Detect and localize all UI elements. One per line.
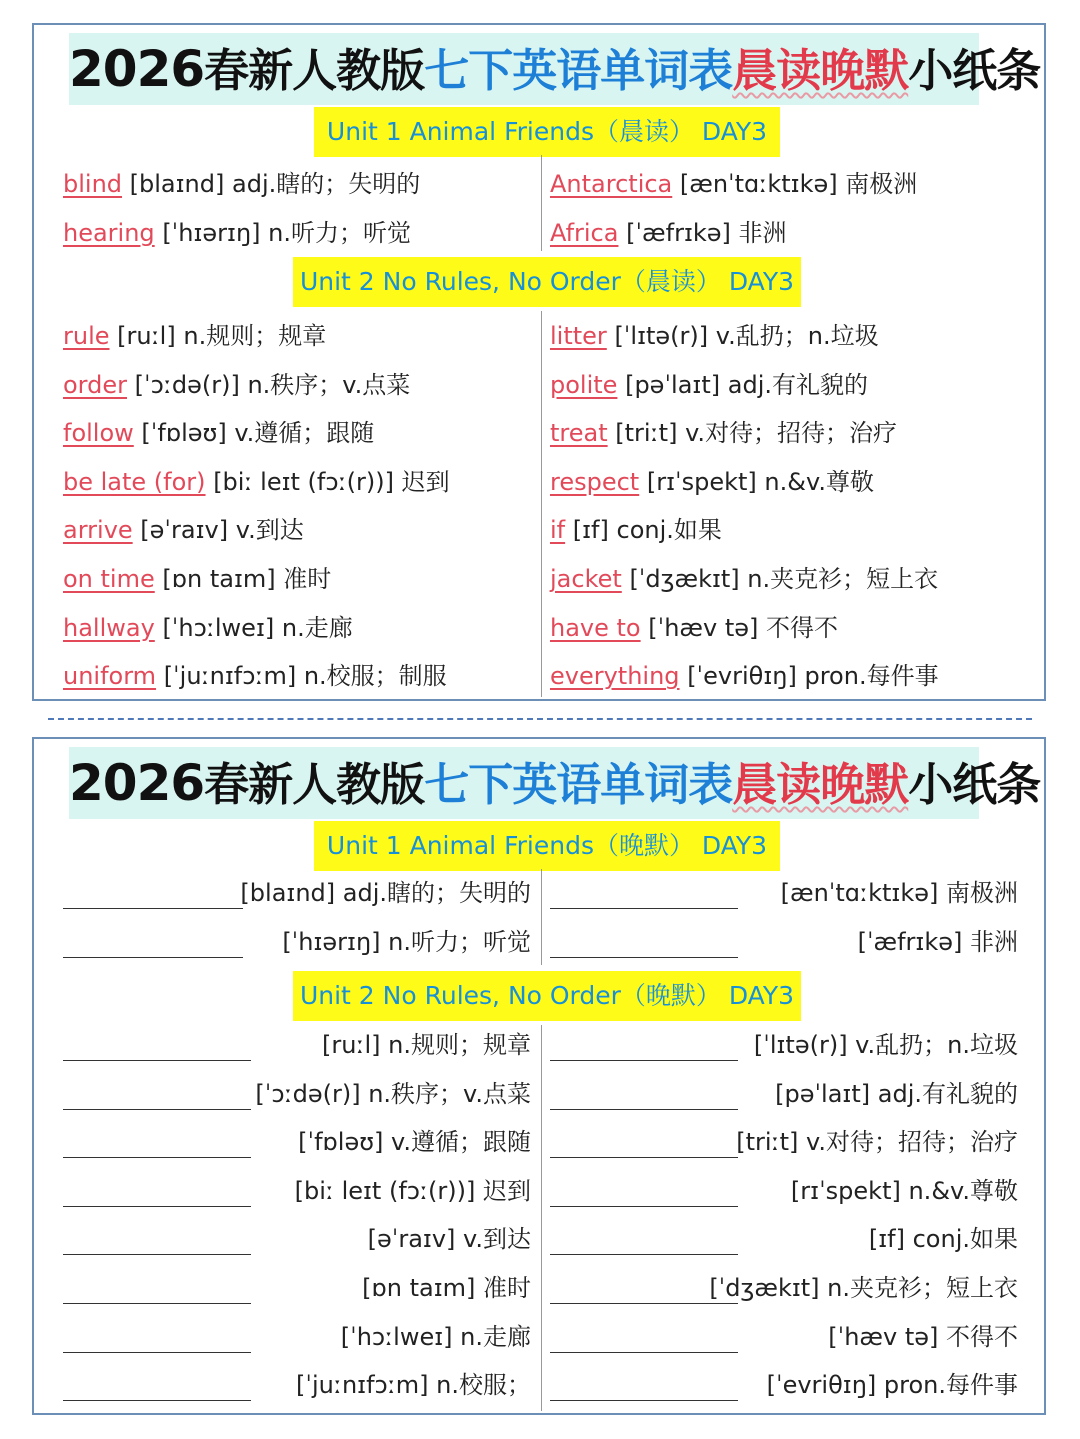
- cut-line: [48, 718, 1032, 720]
- morning-reading-card: [32, 23, 1046, 701]
- title-part-2: 七下英语单词表: [424, 44, 733, 97]
- vocab-word: Africa: [550, 219, 619, 247]
- vocab-word: Antarctica: [550, 170, 673, 198]
- phonetic: [ˈæfrɪkə]: [626, 219, 731, 247]
- vocab-entry: [63, 514, 304, 546]
- phonetic-definition: [ˈjuːnɪfɔːm] n.校服；: [296, 1371, 531, 1400]
- phonetic-definition: [pəˈlaɪt] adj.有礼貌的: [775, 1079, 1018, 1108]
- dictation-entry: [550, 1124, 1018, 1164]
- answer-blank-line[interactable]: [550, 1254, 738, 1255]
- vocab-word: have to: [550, 613, 641, 642]
- definition: v.对待；招待；治疗: [685, 419, 898, 448]
- title-part-1: 春新人教版: [204, 758, 425, 811]
- answer-blank-line[interactable]: [63, 1400, 251, 1401]
- answer-blank-line[interactable]: [550, 1400, 738, 1401]
- answer-blank-line[interactable]: [550, 1109, 738, 1110]
- phonetic: [ɒn taɪm]: [162, 565, 276, 593]
- vocab-entry: [63, 563, 331, 595]
- answer-blank-line[interactable]: [63, 1303, 251, 1304]
- title-part-2: 七下英语单词表: [424, 758, 733, 811]
- vocab-entry: [550, 563, 938, 595]
- phonetic-definition: [biː leɪt (fɔː(r))] 迟到: [294, 1176, 531, 1205]
- vocab-word: treat: [550, 419, 608, 448]
- vocab-word: litter: [550, 322, 607, 350]
- answer-blank-line[interactable]: [63, 1157, 251, 1158]
- vocab-entry: [550, 417, 897, 449]
- unit1-header: Unit 1 Animal Friends（晚默） DAY3: [314, 821, 780, 871]
- phonetic-definition: [ˈhæv tə] 不得不: [828, 1322, 1018, 1351]
- phonetic-definition: [blaɪnd] adj.瞎的；失明的: [240, 879, 531, 907]
- column-divider: [541, 1025, 542, 1411]
- vocab-word: if: [550, 516, 566, 545]
- vocab-entry: [550, 514, 722, 546]
- page-title: [69, 33, 1041, 105]
- definition: 非洲: [738, 219, 787, 247]
- answer-blank-line[interactable]: [63, 908, 243, 909]
- definition: n.&v.尊敬: [764, 467, 874, 496]
- answer-blank-line[interactable]: [63, 957, 243, 958]
- vocab-entry: [63, 369, 410, 401]
- answer-blank-line[interactable]: [63, 1060, 251, 1061]
- phonetic-definition: [ˈɔːdə(r)] n.秩序；v.点菜: [255, 1079, 531, 1108]
- vocab-word: hearing: [63, 219, 155, 247]
- vocab-entry: [63, 217, 411, 249]
- vocab-word: be late (for): [63, 467, 206, 496]
- vocab-word: hallway: [63, 613, 155, 642]
- page-title: [69, 747, 1041, 819]
- vocab-entry: [550, 612, 838, 644]
- dictation-entry: [63, 1270, 531, 1310]
- phonetic: [ˈhɔːlweɪ]: [162, 613, 275, 642]
- phonetic: [ruːl]: [117, 322, 176, 350]
- dictation-entry: [63, 1367, 531, 1407]
- phonetic: [ˈevriθɪŋ]: [687, 662, 797, 691]
- definition: 迟到: [401, 467, 450, 496]
- unit2-header: Unit 2 No Rules, No Order（晚默） DAY3: [293, 971, 801, 1021]
- phonetic-definition: [ˈlɪtə(r)] v.乱扔；n.垃圾: [753, 1031, 1018, 1059]
- vocab-word: jacket: [550, 565, 622, 593]
- vocab-word: follow: [63, 419, 134, 448]
- phonetic-definition: [ˈevriθɪŋ] pron.每件事: [766, 1371, 1018, 1400]
- title-part-3: 晨读晚默: [732, 44, 909, 97]
- phonetic-definition: [əˈraɪv] v.到达: [367, 1225, 531, 1254]
- answer-blank-line[interactable]: [63, 1254, 251, 1255]
- dictation-entry: [550, 1221, 1018, 1261]
- phonetic-definition: [ˈfɒləʊ] v.遵循；跟随: [298, 1128, 531, 1157]
- dictation-entry: [550, 1173, 1018, 1213]
- vocab-entry: [63, 660, 447, 692]
- definition: n.夹克衫；短上衣: [747, 565, 939, 593]
- answer-blank-line[interactable]: [63, 1206, 251, 1207]
- answer-blank-line[interactable]: [550, 1157, 738, 1158]
- title-part-4: 小纸条: [908, 44, 1041, 97]
- definition: 不得不: [766, 613, 838, 642]
- vocab-word: on time: [63, 565, 155, 593]
- unit1-header: Unit 1 Animal Friends（晨读） DAY3: [314, 107, 780, 157]
- vocab-entry: [550, 660, 939, 692]
- phonetic: [triːt]: [615, 419, 678, 448]
- answer-blank-line[interactable]: [550, 1060, 738, 1061]
- phonetic: [ˈɔːdə(r)]: [134, 370, 240, 399]
- definition: n.走廊: [281, 613, 353, 642]
- phonetic-definition: [ænˈtɑːktɪkə] 南极洲: [780, 879, 1018, 907]
- phonetic: [ˈlɪtə(r)]: [614, 322, 709, 350]
- phonetic: [rɪˈspekt]: [646, 467, 757, 496]
- answer-blank-line[interactable]: [550, 1206, 738, 1207]
- phonetic-definition: [ruːl] n.规则；规章: [321, 1031, 531, 1059]
- definition: v.遵循；跟随: [234, 419, 375, 448]
- vocab-word: polite: [550, 370, 618, 399]
- definition: 准时: [283, 565, 332, 593]
- vocab-entry: [550, 168, 917, 200]
- answer-blank-line[interactable]: [550, 908, 738, 909]
- phonetic: [pəˈlaɪt]: [625, 370, 721, 399]
- phonetic: [biː leɪt (fɔː(r))]: [213, 467, 394, 496]
- phonetic: [blaɪnd]: [129, 170, 225, 198]
- phonetic-definition: [ˈhɪərɪŋ] n.听力；听觉: [282, 928, 531, 956]
- dictation-entry: [550, 1319, 1018, 1359]
- dictation-entry: [63, 1173, 531, 1213]
- definition: n.听力；听觉: [268, 219, 412, 247]
- phonetic: [ænˈtɑːktɪkə]: [679, 170, 838, 198]
- phonetic-definition: [triːt] v.对待；招待；治疗: [736, 1128, 1018, 1157]
- phonetic-definition: [rɪˈspekt] n.&v.尊敬: [790, 1176, 1018, 1205]
- column-divider: [541, 155, 542, 251]
- vocab-word: rule: [63, 322, 110, 350]
- definition: conj.如果: [616, 516, 722, 545]
- title-year: 2026: [69, 40, 205, 98]
- column-divider: [541, 311, 542, 697]
- dictation-entry: [63, 1221, 531, 1261]
- dictation-entry: [550, 1367, 1018, 1407]
- vocab-entry: [550, 369, 868, 401]
- definition: adj.有礼貌的: [727, 370, 868, 399]
- evening-dictation-card: [32, 737, 1046, 1415]
- vocab-entry: [63, 320, 326, 352]
- phonetic: [ˈdʒækɪt]: [629, 565, 740, 593]
- vocab-word: everything: [550, 662, 680, 691]
- vocab-word: arrive: [63, 516, 133, 545]
- dictation-entry: [63, 1076, 531, 1116]
- definition: n.规则；规章: [183, 322, 327, 350]
- title-part-3: 晨读晚默: [732, 758, 909, 811]
- phonetic-definition: [ˈæfrɪkə] 非洲: [857, 928, 1018, 956]
- phonetic-definition: [ˈdʒækɪt] n.夹克衫；短上衣: [709, 1274, 1018, 1302]
- dictation-entry: [550, 1076, 1018, 1116]
- dictation-entry: [550, 875, 1018, 915]
- vocab-entry: [550, 466, 874, 498]
- phonetic: [ˈhɪərɪŋ]: [162, 219, 261, 247]
- dictation-entry: [63, 924, 531, 964]
- vocab-word: respect: [550, 467, 640, 496]
- vocab-entry: [63, 417, 374, 449]
- vocab-entry: [63, 466, 450, 498]
- vocab-word: order: [63, 370, 127, 399]
- phonetic: [ˈhæv tə]: [648, 613, 759, 642]
- definition: n.校服；制服: [303, 662, 447, 691]
- vocab-entry: [550, 320, 879, 352]
- title-part-1: 春新人教版: [204, 44, 425, 97]
- definition: v.到达: [235, 516, 304, 545]
- definition: pron.每件事: [804, 662, 939, 691]
- unit2-header: Unit 2 No Rules, No Order（晨读） DAY3: [293, 257, 801, 307]
- phonetic: [ˈfɒləʊ]: [141, 419, 227, 448]
- dictation-entry: [63, 875, 531, 915]
- dictation-entry: [550, 1027, 1018, 1067]
- dictation-entry: [63, 1319, 531, 1359]
- phonetic: [ˈjuːnɪfɔːm]: [163, 662, 297, 691]
- dictation-entry: [63, 1027, 531, 1067]
- vocab-entry: [63, 612, 353, 644]
- definition: adj.瞎的；失明的: [232, 170, 421, 198]
- definition: n.秩序；v.点菜: [247, 370, 411, 399]
- phonetic-definition: [ɒn taɪm] 准时: [362, 1274, 531, 1302]
- phonetic-definition: [ɪf] conj.如果: [868, 1225, 1018, 1254]
- dictation-entry: [550, 1270, 1018, 1310]
- answer-blank-line[interactable]: [550, 1352, 738, 1353]
- phonetic: [əˈraɪv]: [140, 516, 229, 545]
- title-year: 2026: [69, 754, 205, 812]
- title-part-4: 小纸条: [908, 758, 1041, 811]
- answer-blank-line[interactable]: [550, 957, 738, 958]
- vocab-entry: [63, 168, 420, 200]
- vocab-word: uniform: [63, 662, 157, 691]
- phonetic-definition: [ˈhɔːlweɪ] n.走廊: [340, 1322, 531, 1351]
- vocab-entry: [550, 217, 787, 249]
- answer-blank-line[interactable]: [63, 1109, 251, 1110]
- phonetic: [ɪf]: [572, 516, 609, 545]
- definition: 南极洲: [845, 170, 918, 198]
- dictation-entry: [550, 924, 1018, 964]
- definition: v.乱扔；n.垃圾: [715, 322, 879, 350]
- dictation-entry: [63, 1124, 531, 1164]
- column-divider: [541, 869, 542, 965]
- vocab-word: blind: [63, 170, 123, 198]
- answer-blank-line[interactable]: [63, 1352, 251, 1353]
